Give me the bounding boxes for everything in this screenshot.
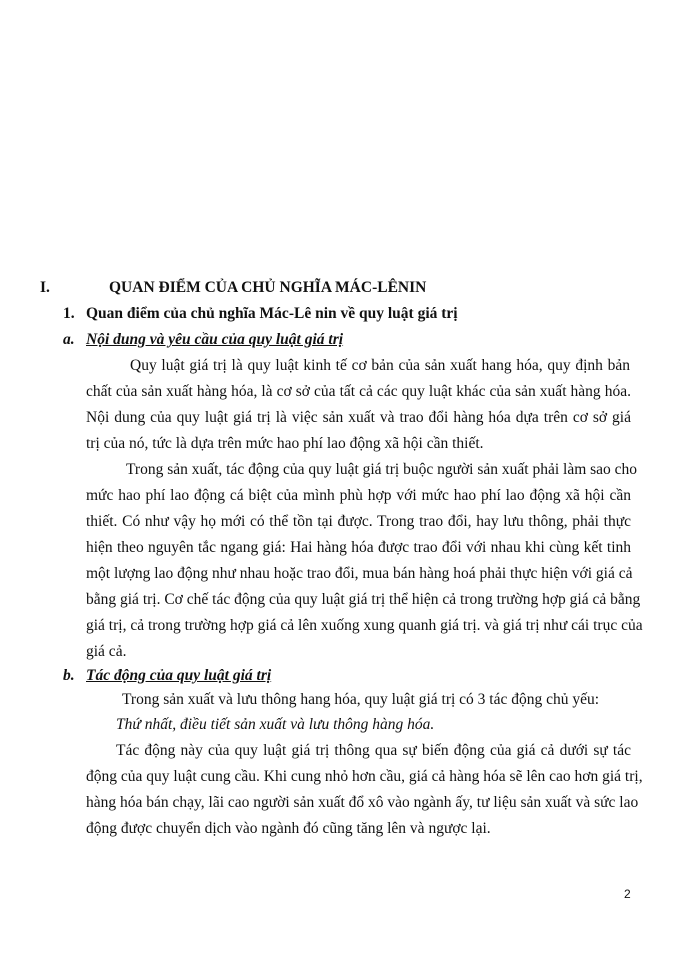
paragraph-line-italic: Thứ nhất, điều tiết sản xuất và lưu thông hàng hóa.: [116, 716, 435, 733]
part-b-title: Tác động của quy luật giá trị: [86, 667, 272, 684]
paragraph-line: một lượng lao động như nhau hoặc trao đổi, mua bán hàng hoá phải thực hiện với giá cả: [86, 565, 633, 582]
paragraph-line: Nội dung của quy luật giá trị là việc sản xuất và trao đổi hàng hóa dựa trên cơ sở giá: [86, 409, 631, 426]
part-a-title: Nội dung và yêu cầu của quy luật giá trị: [86, 331, 344, 348]
part-a-label: a.: [63, 331, 75, 348]
paragraph-line: bằng giá trị. Cơ chế tác động của quy luật giá trị thể hiện cả trong trường hợp giá cả bằng: [86, 591, 641, 608]
paragraph-line: thiết. Có như vậy họ mới có thể tồn tại được. Trong trao đổi, hay lưu thông, phải thực: [86, 513, 631, 530]
paragraph-line: giá cả.: [86, 643, 127, 660]
paragraph-line: chất của sản xuất hàng hóa, là cơ sở của tất cả các quy luật khác của sản xuất hàng hóa.: [86, 383, 631, 400]
paragraph-line: Tác động này của quy luật giá trị thông qua sự biến động của giá cả dưới sự tác: [116, 742, 631, 759]
paragraph-line: hàng hóa bán chạy, lãi cao người sản xuất đổ xô vào ngành ấy, tư liệu sản xuất và sức lao: [86, 794, 639, 811]
subsection-title: Quan điểm của chủ nghĩa Mác-Lê nin về quy luật giá trị: [86, 305, 458, 322]
section-number: I.: [40, 279, 50, 296]
subsection-number: 1.: [63, 305, 75, 322]
paragraph-line: động được chuyển dịch vào ngành đó cũng tăng lên và ngược lại.: [86, 820, 491, 837]
paragraph-line: Trong sản xuất, tác động của quy luật giá trị buộc người sản xuất phải làm sao cho: [126, 461, 638, 478]
paragraph-line: hiện theo nguyên tắc ngang giá: Hai hàng hóa được trao đổi với nhau khi cùng kết tinh: [86, 539, 631, 556]
paragraph-line: Trong sản xuất và lưu thông hang hóa, quy luật giá trị có 3 tác động chủ yếu:: [122, 691, 600, 708]
page-number: 2: [624, 887, 631, 901]
section-title: QUAN ĐIỂM CỦA CHỦ NGHĨA MÁC-LÊNIN: [109, 279, 427, 296]
part-b-label: b.: [63, 667, 75, 684]
paragraph-line: trị của nó, tức là dựa trên mức hao phí lao động xã hội cần thiết.: [86, 435, 484, 452]
paragraph-line: mức hao phí lao động cá biệt của mình phù hợp với mức hao phí lao động xã hội cần: [86, 487, 631, 504]
paragraph-line: Quy luật giá trị là quy luật kinh tế cơ bản của sản xuất hang hóa, quy định bản: [130, 357, 630, 374]
paragraph-line: động của quy luật cung cầu. Khi cung nhỏ hơn cầu, giá cả hàng hóa sẽ lên cao hơn giá trị,: [86, 768, 643, 785]
paragraph-line: giá trị, cả trong trường hợp giá cả lên xuống xung quanh giá trị. và giá trị như cái trục của: [86, 617, 643, 634]
